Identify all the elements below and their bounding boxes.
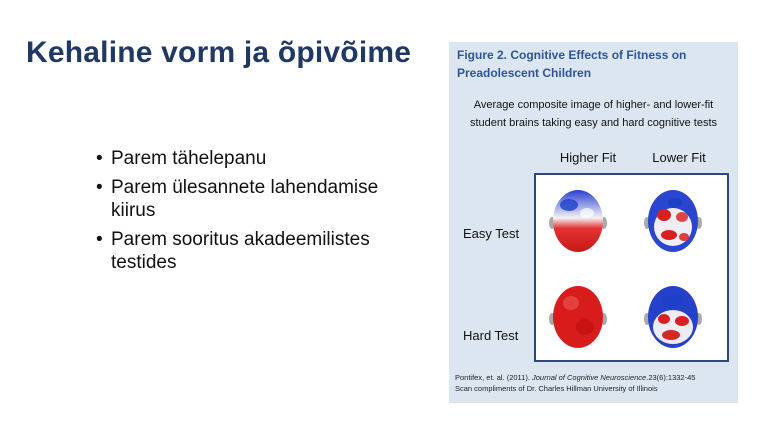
figure-title-line: Preadolescent Children — [457, 66, 592, 80]
citation-line — [455, 372, 735, 383]
bullet-item: • Parem tähelepanu — [96, 147, 396, 170]
citation-authors: Pontifex, et. al. (2011). — [455, 373, 530, 382]
brain-scan-figure — [449, 42, 738, 403]
brain-image-grid — [534, 173, 729, 362]
figure-subtitle — [449, 96, 738, 132]
brain-scan-higher-fit-hard — [549, 283, 607, 349]
citation-journal: Journal of Cognitive Neuroscience — [532, 373, 647, 382]
citation-volume: .23(6):1332-45 — [646, 373, 696, 382]
figure-citation — [455, 372, 735, 394]
row-header-hard-test: Hard Test — [463, 328, 519, 343]
figure-subtitle-line: Average composite image of higher- and lower-fit — [473, 99, 714, 111]
figure-title-line: Figure 2. Cognitive Effects of Fitness on — [457, 48, 687, 62]
column-header-higher-fit: Higher Fit — [559, 150, 617, 165]
row-header-easy-test: Easy Test — [463, 226, 520, 241]
brain-scan-lower-fit-hard — [644, 283, 702, 349]
figure-subtitle-line: student brains taking easy and hard cognitive tests — [469, 117, 718, 129]
figure-title — [457, 46, 732, 82]
image-credit: Scan compliments of Dr. Charles Hillman University of Illinois — [455, 384, 658, 393]
column-header-lower-fit: Lower Fit — [652, 150, 706, 165]
brain-scan-lower-fit-easy — [644, 187, 702, 253]
slide-title: Kehaline vorm ja õpivõime — [26, 36, 412, 69]
brain-scan-higher-fit-easy — [549, 187, 607, 253]
bullet-item: • Parem ülesannete lahendamise kiirus — [96, 176, 396, 222]
bullet-list — [96, 147, 396, 280]
bullet-item: • Parem sooritus akadeemilistes testides — [96, 228, 396, 274]
